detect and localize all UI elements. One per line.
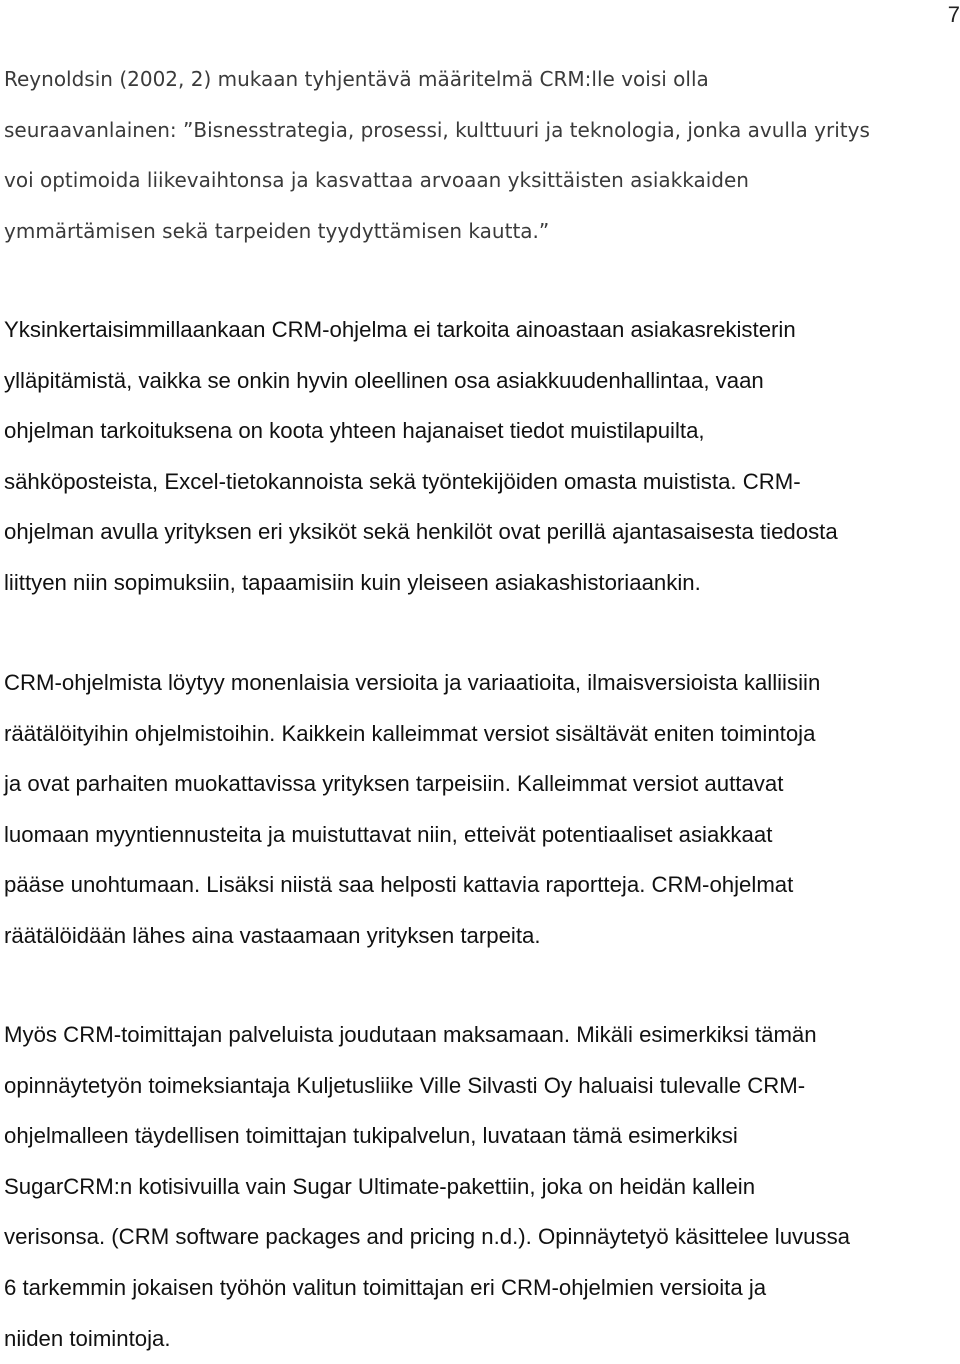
text-line: verisonsa. (CRM software packages and pricing n.d.). Opinnäytetyö käsittelee luvussa bbox=[4, 1224, 850, 1250]
text-line: luomaan myyntiennusteita ja muistuttavat niin, etteivät potentiaaliset asiakkaat bbox=[4, 821, 773, 847]
text-line: ja ovat parhaiten muokattavissa yrityksen tarpeisiin. Kalleimmat versiot auttavat bbox=[4, 771, 784, 797]
text-line: ohjelmalleen täydellisen toimittajan tukipalvelun, luvataan tämä esimerkiksi bbox=[4, 1123, 738, 1149]
page-number: 7 bbox=[947, 2, 960, 27]
text-line: ylläpitämistä, vaikka se onkin hyvin oleellinen osa asiakkuudenhallintaa, vaan bbox=[4, 367, 764, 393]
text-line: sähköposteista, Excel-tietokannoista sekä työntekijöiden omasta muistista. CRM- bbox=[4, 468, 801, 494]
text-line: Yksinkertaisimmillaankaan CRM-ohjelma ei tarkoita ainoastaan asiakasrekisterin bbox=[4, 317, 796, 342]
paragraph-crm-versions bbox=[4, 658, 820, 962]
text-line: Reynoldsin (2002, 2) mukaan tyhjentävä määritelmä CRM:lle voisi olla bbox=[4, 67, 709, 91]
text-line: opinnäytetyön toimeksiantaja Kuljetusliike Ville Silvasti Oy haluaisi tulevalle CRM- bbox=[4, 1072, 806, 1098]
paragraph-crm-vendor-services bbox=[4, 1010, 850, 1364]
text-line: SugarCRM:n kotisivuilla vain Sugar Ultimate-pakettiin, joka on heidän kallein bbox=[4, 1173, 756, 1199]
text-line: 6 tarkemmin jokaisen työhön valitun toimittajan eri CRM-ohjelmien versioita ja bbox=[4, 1274, 767, 1300]
paragraph-crm-purpose bbox=[4, 305, 838, 609]
text-line: ohjelman tarkoituksena on koota yhteen hajanaiset tiedot muistilapuilta, bbox=[4, 418, 705, 444]
text-line: seuraavanlainen: ”Bisnesstrategia, prosessi, kulttuuri ja teknologia, jonka avulla yritys bbox=[4, 117, 870, 142]
text-line: voi optimoida liikevaihtonsa ja kasvattaa arvoaan yksittäisten asiakkaiden bbox=[4, 168, 749, 193]
text-line: Myös CRM-toimittajan palveluista joudutaan maksamaan. Mikäli esimerkiksi tämän bbox=[4, 1022, 817, 1047]
paragraph-crm-definition bbox=[4, 54, 870, 256]
text-line: niiden toimintoja. bbox=[4, 1325, 171, 1351]
text-line: liittyen niin sopimuksiin, tapaamisiin kuin yleiseen asiakashistoriaankin. bbox=[4, 569, 701, 595]
text-line: CRM-ohjelmista löytyy monenlaisia versioita ja variaatioita, ilmaisversioista kalliisiin bbox=[4, 670, 821, 695]
text-line: pääse unohtumaan. Lisäksi niistä saa helposti kattavia raportteja. CRM-ohjelmat bbox=[4, 872, 794, 898]
text-line: räätälöityihin ohjelmistoihin. Kaikkein kalleimmat versiot sisältävät eniten toimintoja bbox=[4, 720, 816, 746]
text-line: räätälöidään lähes aina vastaamaan yrityksen tarpeita. bbox=[4, 922, 541, 948]
text-line: ymmärtämisen sekä tarpeiden tyydyttämisen kautta.” bbox=[4, 218, 550, 243]
text-line: ohjelman avulla yrityksen eri yksiköt sekä henkilöt ovat perillä ajantasaisesta tiedosta bbox=[4, 519, 838, 545]
